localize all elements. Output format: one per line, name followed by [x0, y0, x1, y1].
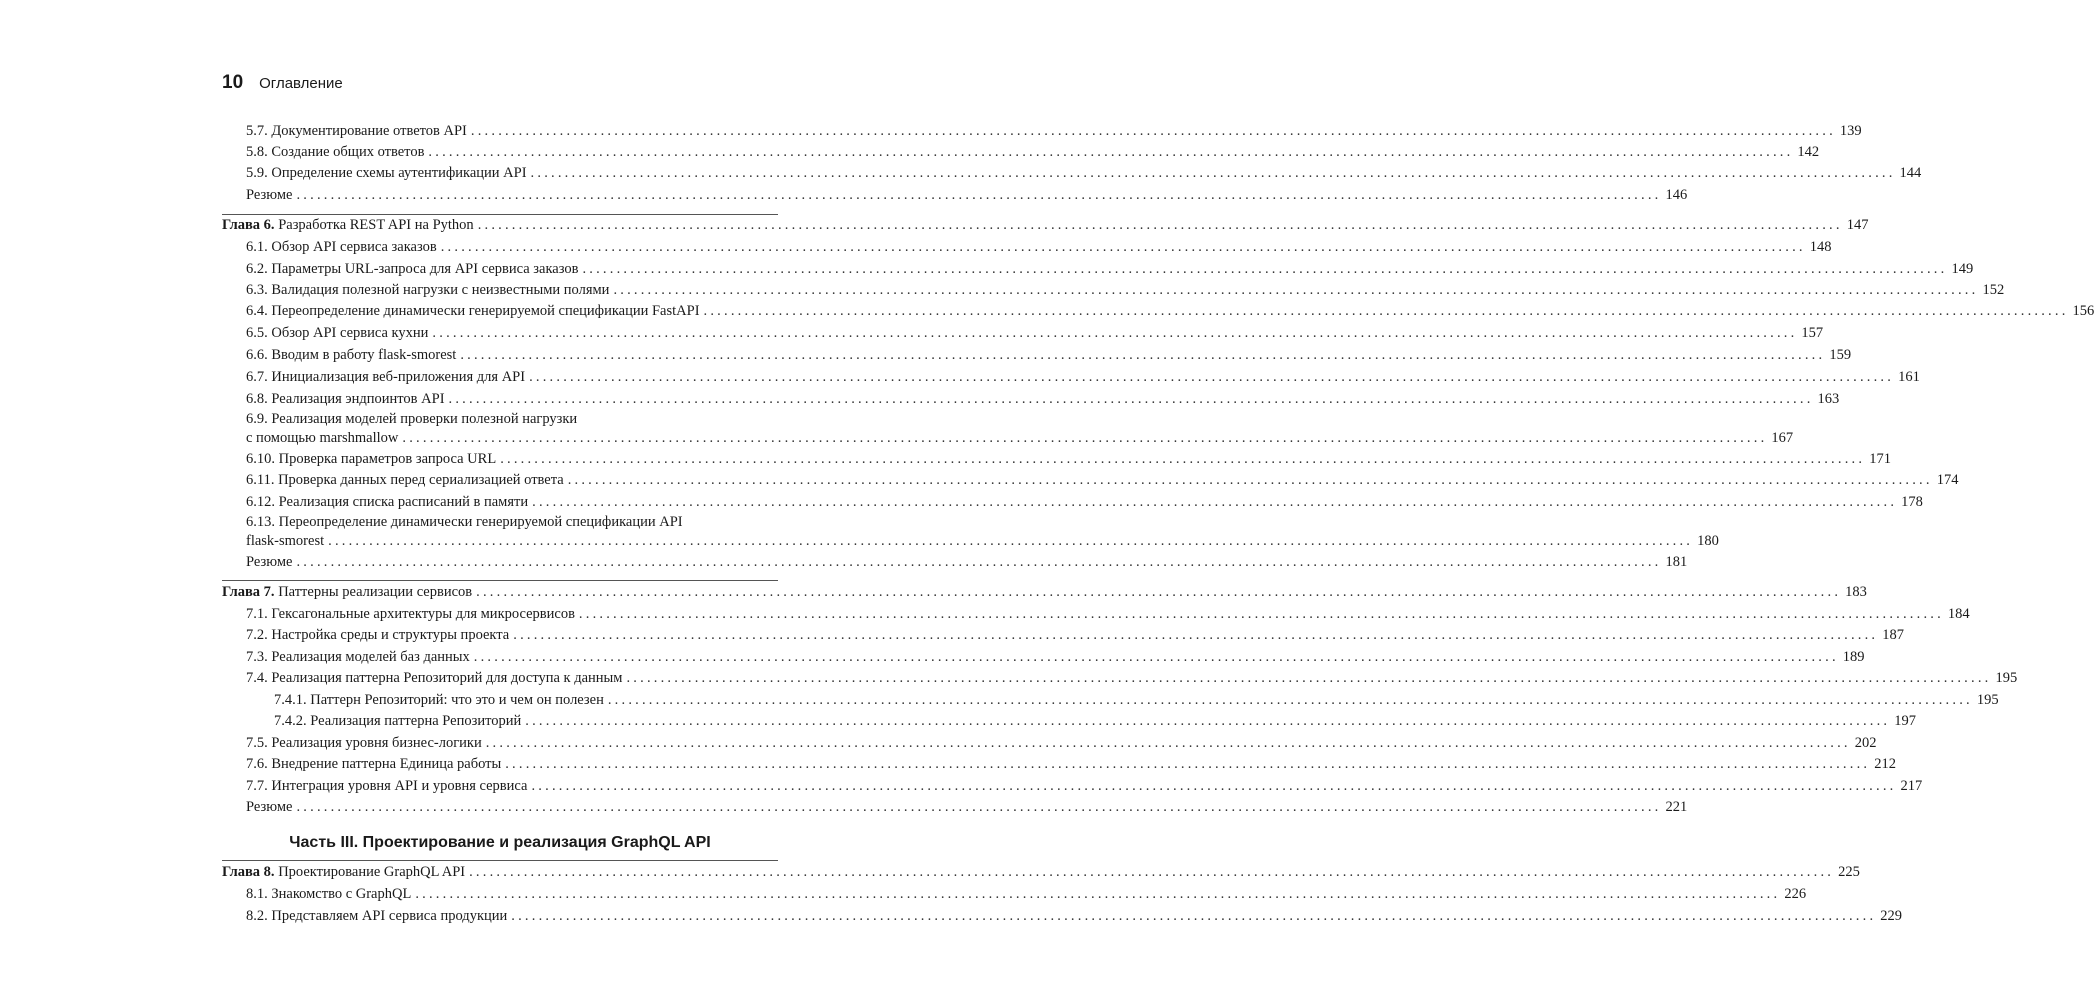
dot-leader: ........................................................................................................................................................................................................ [460, 347, 1826, 363]
toc-entry-text: Проектирование GraphQL API [274, 864, 466, 880]
running-title: Оглавление [259, 75, 343, 92]
toc-page-number: 157 [1801, 325, 1824, 341]
toc-entry-text: 8.1. Знакомство с GraphQL [246, 886, 412, 902]
toc-entry-text: 7.3. Реализация моделей баз данных [246, 649, 470, 665]
toc-entry-text: 7.4. Реализация паттерна Репозиторий для доступа к данным [246, 670, 623, 686]
toc-page-number: 174 [1936, 472, 1959, 488]
dot-leader: ........................................................................................................................................................................................................ [470, 123, 1836, 139]
toc-entry-text: 6.6. Вводим в работу flask-smorest [246, 347, 457, 363]
dot-leader: ........................................................................................................................................................................................................ [613, 282, 1979, 298]
toc-page-number: 146 [1665, 187, 1688, 203]
page-number: 10 [222, 72, 244, 93]
toc-entry-text: Резюме [246, 799, 293, 815]
toc-entry-first-line: 6.9. Реализация моделей проверки полезной нагрузки [246, 411, 578, 427]
dot-leader: ........................................................................................................................................................................................................ [703, 303, 2069, 319]
toc-entry-title [222, 215, 474, 235]
toc-entry-text: 7.5. Реализация уровня бизнес-логики [246, 735, 482, 751]
toc-entry-text: 6.3. Валидация полезной нагрузки с неизвестными полями [246, 282, 610, 298]
dot-leader: ........................................................................................................................................................................................................ [511, 908, 1877, 924]
toc-entry-title [246, 647, 470, 667]
toc-entry-title [246, 470, 564, 490]
dot-leader: ........................................................................................................................................................................................................ [525, 713, 1891, 729]
toc-page-number: 195 [1995, 670, 2018, 686]
toc-entry-title [246, 552, 292, 572]
dot-leader: ........................................................................................................................................................................................................ [530, 165, 1896, 181]
running-head [222, 72, 343, 96]
toc-page-number: 187 [1882, 627, 1904, 643]
toc-entry-title [274, 711, 521, 731]
toc-entry-text: 6.7. Инициализация веб-приложения для API [246, 369, 526, 385]
chapter-divider [222, 580, 778, 581]
dot-leader: ........................................................................................................................................................................................................ [448, 391, 1814, 407]
chapter-divider [222, 860, 778, 861]
toc-entry-title [246, 884, 411, 904]
toc-entry-title [246, 389, 445, 409]
toc-entry-title [246, 280, 609, 300]
toc-page-number: 142 [1797, 144, 1820, 160]
toc-entry-text: Резюме [246, 554, 293, 570]
toc-entry-text: 6.2. Параметры URL-запроса для API сервиса заказов [246, 261, 579, 277]
toc-page-number: 144 [1899, 165, 1922, 181]
toc-entry-text: 7.2. Настройка среды и структуры проекта [246, 627, 510, 643]
toc-entry-title [222, 582, 472, 602]
toc-entry-title [246, 142, 424, 162]
toc-page-number: 159 [1829, 347, 1852, 363]
part-heading: Часть III. Проектирование и реализация GraphQL API [289, 834, 711, 851]
toc-page-number: 171 [1869, 451, 1891, 467]
toc-entry-text: Разработка REST API на Python [274, 217, 474, 233]
dot-leader: ........................................................................................................................................................................................................ [626, 670, 1992, 686]
toc-entry-text: 7.4.2. Реализация паттерна Репозиторий [274, 713, 522, 729]
toc-entry-text: 5.9. Определение схемы аутентификации API [246, 165, 527, 181]
toc-entry-title [246, 754, 501, 774]
chapter-label: Глава 7. [222, 584, 275, 600]
dot-leader: ........................................................................................................................................................................................................ [296, 799, 1662, 815]
toc-entry-title [222, 862, 465, 882]
dot-leader: ........................................................................................................................................................................................................ [440, 239, 1806, 255]
dot-leader: ........................................................................................................................................................................................................ [402, 430, 1768, 446]
toc-entry-title [246, 492, 528, 512]
toc-entry-title [246, 604, 575, 624]
dot-leader: ........................................................................................................................................................................................................ [500, 451, 1866, 467]
toc-entry-text: 8.2. Представляем API сервиса продукции [246, 908, 508, 924]
toc-entry-title [246, 163, 527, 183]
toc-page-number: 195 [1976, 692, 1999, 708]
chapter-label: Глава 8. [222, 864, 275, 880]
dot-leader: ........................................................................................................................................................................................................ [513, 627, 1879, 643]
toc-page-number: 167 [1771, 430, 1794, 446]
toc-entry-text: 6.8. Реализация эндпоинтов API [246, 391, 445, 407]
toc-page-number: 149 [1951, 261, 1974, 277]
toc-entry-text: 7.4.1. Паттерн Репозиторий: что это и чем он полезен [274, 692, 604, 708]
toc-entry-title [246, 776, 527, 796]
toc-page-number: 178 [1901, 494, 1923, 510]
toc-page-number: 148 [1809, 239, 1832, 255]
dot-leader: ........................................................................................................................................................................................................ [505, 756, 1871, 772]
toc-entry-title [246, 185, 292, 205]
toc-entry-text: Паттерны реализации сервисов [274, 584, 473, 600]
dot-leader: ........................................................................................................................................................................................................ [582, 261, 1948, 277]
toc-entry-title [246, 797, 292, 817]
toc-entry-text: 6.12. Реализация списка расписаний в памяти [246, 494, 529, 510]
toc-page-number: 226 [1784, 886, 1807, 902]
toc-page-number: 225 [1838, 864, 1860, 880]
toc-entry-text: 7.1. Гексагональные архитектуры для микросервисов [246, 606, 575, 622]
dot-leader: ........................................................................................................................................................................................................ [415, 886, 1781, 902]
toc-page-number: 139 [1839, 123, 1862, 139]
dot-leader: ........................................................................................................................................................................................................ [296, 187, 1662, 203]
toc-page-number: 184 [1947, 606, 1970, 622]
toc-page-number: 163 [1817, 391, 1840, 407]
toc-page-number: 229 [1880, 908, 1903, 924]
toc-entry-title [246, 323, 428, 343]
toc-entry-title [246, 237, 437, 257]
toc-entry-text: 6.4. Переопределение динамически генерируемой спецификации FastAPI [246, 303, 700, 319]
dot-leader: ........................................................................................................................................................................................................ [529, 369, 1895, 385]
dot-leader: ........................................................................................................................................................................................................ [485, 735, 1851, 751]
toc-entry-text: 7.6. Внедрение паттерна Единица работы [246, 756, 502, 772]
toc-entry-text: flask-smorest [246, 533, 325, 549]
dot-leader: ........................................................................................................................................................................................................ [578, 606, 1944, 622]
toc-page-number: 217 [1900, 778, 1923, 794]
toc-page-number: 152 [1982, 282, 2005, 298]
dot-leader: ........................................................................................................................................................................................................ [532, 494, 1898, 510]
toc-entry-title [246, 345, 456, 365]
toc-entry-title [246, 121, 467, 141]
toc-page-number: 156 [2072, 303, 2094, 319]
toc-entry-text: 7.7. Интеграция уровня API и уровня сервиса [246, 778, 528, 794]
chapter-label: Глава 6. [222, 217, 275, 233]
toc-entry-title [246, 367, 525, 387]
toc-page-number: 181 [1665, 554, 1688, 570]
dot-leader: ........................................................................................................................................................................................................ [432, 325, 1798, 341]
dot-leader: ........................................................................................................................................................................................................ [473, 649, 1839, 665]
toc-page-number: 183 [1845, 584, 1867, 600]
toc-entry-title [246, 906, 507, 926]
dot-leader: ........................................................................................................................................................................................................ [469, 864, 1835, 880]
toc-entry-text: 5.8. Создание общих ответов [246, 144, 425, 160]
toc-entry-text: 6.1. Обзор API сервиса заказов [246, 239, 437, 255]
toc-entry-title [246, 259, 578, 279]
dot-leader: ........................................................................................................................................................................................................ [477, 217, 1843, 233]
toc-entry-text: 6.5. Обзор API сервиса кухни [246, 325, 429, 341]
toc-page-number: 197 [1894, 713, 1916, 729]
toc-entry-title [274, 690, 604, 710]
dot-leader: ........................................................................................................................................................................................................ [476, 584, 1842, 600]
toc-entry-text: 6.10. Проверка параметров запроса URL [246, 451, 497, 467]
toc-page-number: 221 [1665, 799, 1688, 815]
toc-page-number: 161 [1898, 369, 1920, 385]
dot-leader: ........................................................................................................................................................................................................ [531, 778, 1897, 794]
toc-entry-title [246, 625, 509, 645]
toc-page-number: 189 [1842, 649, 1865, 665]
dot-leader: ........................................................................................................................................................................................................ [607, 692, 1973, 708]
toc-page-number: 147 [1846, 217, 1869, 233]
dot-leader: ........................................................................................................................................................................................................ [567, 472, 1933, 488]
toc-entry-title [246, 531, 324, 551]
toc-entry-title [246, 733, 482, 753]
toc-entry-text: 6.11. Проверка данных перед сериализацией ответа [246, 472, 564, 488]
toc-page-number: 202 [1854, 735, 1877, 751]
toc-page-number: 180 [1697, 533, 1719, 549]
chapter-divider [222, 214, 778, 215]
dot-leader: ........................................................................................................................................................................................................ [296, 554, 1662, 570]
toc-entry-text: с помощью marshmallow [246, 430, 399, 446]
toc-page-number: 212 [1874, 756, 1896, 772]
dot-leader: ........................................................................................................................................................................................................ [428, 144, 1794, 160]
toc-entry-title [246, 428, 398, 448]
toc-entry-title [246, 301, 700, 321]
toc-entry-title [246, 668, 622, 688]
toc-entry-text: Резюме [246, 187, 293, 203]
toc-entry-text: 5.7. Документирование ответов API [246, 123, 467, 139]
toc-entry-title [246, 449, 496, 469]
toc-entry-first-line: 6.13. Переопределение динамически генерируемой спецификации API [246, 514, 683, 530]
dot-leader: ........................................................................................................................................................................................................ [328, 533, 1694, 549]
